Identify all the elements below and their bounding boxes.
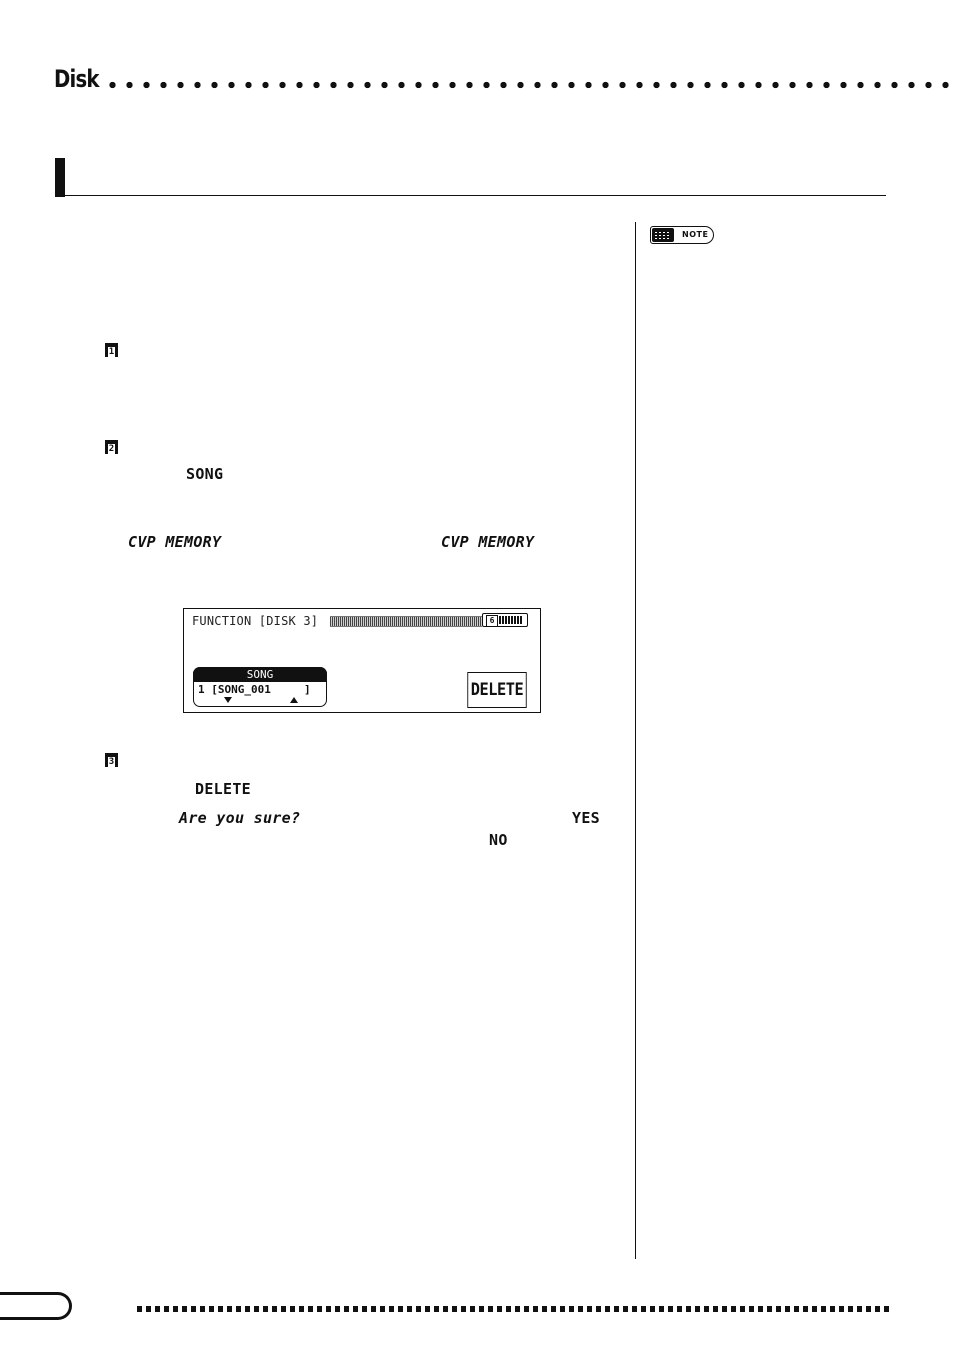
note-label: NOTE xyxy=(682,230,709,239)
header-dotted-rule xyxy=(104,80,954,90)
no-keyword: NO xyxy=(489,831,508,849)
section-rule xyxy=(55,195,886,196)
footer-dotted-rule xyxy=(137,1306,889,1312)
cvp-memory-keyword-2: CVP MEMORY xyxy=(441,533,535,551)
lcd-song-selector[interactable] xyxy=(193,667,327,707)
section-marker-bar xyxy=(55,158,65,197)
page-number-tab xyxy=(0,1292,72,1320)
lcd-song-value: 1 [SONG_001 ] xyxy=(198,683,311,696)
cvp-memory-keyword: CVP MEMORY xyxy=(128,533,222,551)
song-keyword: SONG xyxy=(186,465,224,483)
lcd-display xyxy=(183,608,541,713)
note-badge xyxy=(650,226,714,244)
lcd-song-tab: SONG xyxy=(193,667,327,682)
step-marker-2: 2 xyxy=(105,440,118,454)
arrow-down-icon[interactable] xyxy=(224,697,232,703)
lcd-level-meter xyxy=(482,613,528,627)
lcd-title: FUNCTION [DISK 3] xyxy=(192,614,319,628)
confirm-prompt: Are you sure? xyxy=(179,809,301,827)
step-marker-1: 1 xyxy=(105,343,118,357)
keyboard-icon xyxy=(652,228,674,242)
sidebar-divider xyxy=(635,222,636,1259)
delete-keyword: DELETE xyxy=(195,780,251,798)
lcd-meter-fill xyxy=(499,616,523,624)
step-marker-3: 3 xyxy=(105,753,118,767)
lcd-progress-bar xyxy=(330,616,482,627)
yes-keyword: YES xyxy=(572,809,600,827)
lcd-meter-number: 6 xyxy=(486,615,498,627)
chapter-title: Disk xyxy=(54,65,99,93)
lcd-delete-button[interactable]: DELETE xyxy=(467,672,526,708)
arrow-up-icon[interactable] xyxy=(290,697,298,703)
